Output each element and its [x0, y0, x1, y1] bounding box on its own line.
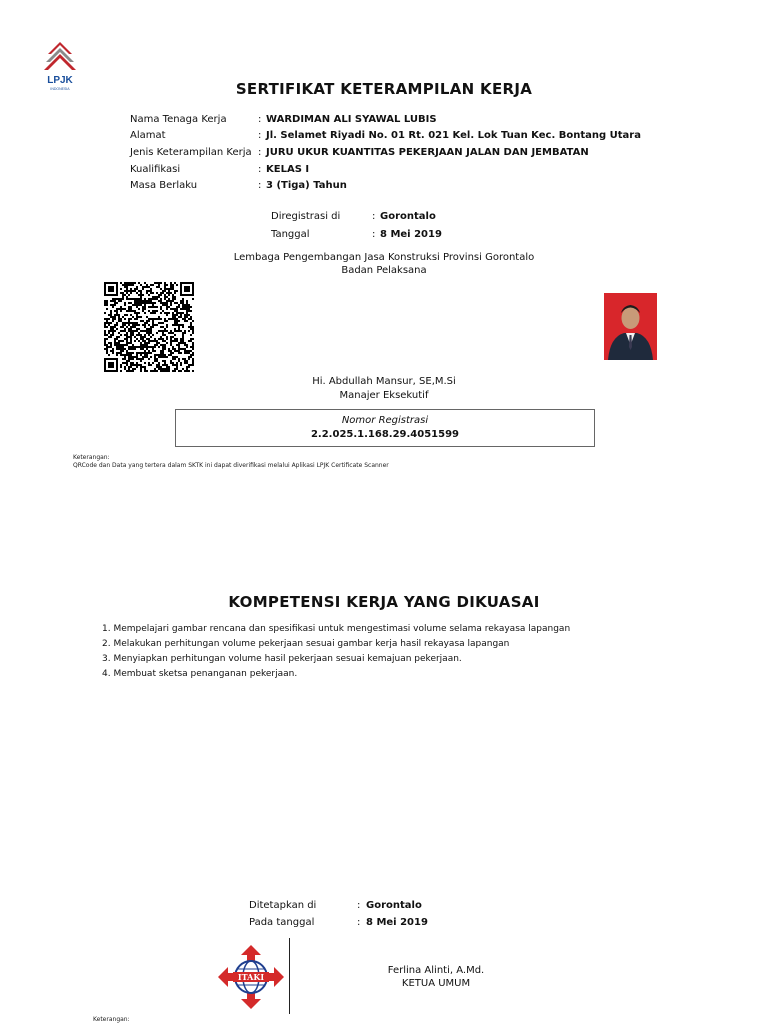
registration-number-label: Nomor Registrasi: [341, 415, 429, 426]
detail-colon: :: [357, 900, 361, 911]
detail-colon: :: [357, 917, 361, 928]
qr-code-icon: [104, 282, 194, 372]
signatory-name: Hi. Abdullah Mansur, SE,M.Si: [312, 376, 456, 387]
association-signatory-title: KETUA UMUM: [401, 978, 471, 989]
detail-value-name: WARDIMAN ALI SYAWAL LUBIS: [266, 114, 437, 125]
signatory-title: Manajer Eksekutif: [339, 390, 429, 401]
registered-date-value: 8 Mei 2019: [380, 229, 442, 240]
detail-colon: :: [372, 211, 376, 222]
institution-unit: Badan Pelaksana: [341, 265, 427, 276]
registered-at-value: Gorontalo: [380, 211, 436, 222]
competency-list: [102, 622, 702, 682]
list-item: 1. Mempelajari gambar rencana dan spesifikasi untuk mengestimasi volume selama rekayasa lapangan: [102, 624, 571, 634]
enacted-at-value: Gorontalo: [366, 900, 422, 911]
itaki-logo-icon: [216, 943, 286, 1011]
detail-value-validity: 3 (Tiga) Tahun: [266, 180, 347, 191]
detail-label: Nama Tenaga Kerja: [130, 114, 227, 125]
detail-label: Kualifikasi: [130, 164, 181, 175]
detail-value-skill: JURU UKUR KUANTITAS PEKERJAAN JALAN DAN JEMBATAN: [266, 147, 589, 158]
lpjk-logo-text: LPJK: [47, 75, 73, 86]
detail-colon: :: [372, 229, 376, 240]
enacted-at-label: Ditetapkan di: [249, 900, 317, 911]
detail-colon: :: [258, 147, 262, 158]
note-text: QRCode dan Data yang tertera dalam SKTK ini dapat diverifikasi melalui Aplikasi LPJK Certificate Scanner: [73, 462, 389, 469]
itaki-logo-text: ITAKI: [237, 972, 265, 982]
registered-at-label: Diregistrasi di: [271, 211, 341, 222]
detail-value-qualification: KELAS I: [266, 164, 310, 175]
registration-number-box: [175, 409, 595, 447]
association-signatory-name: Ferlina Alinti, A.Md.: [387, 965, 485, 976]
lpjk-logo-subtext: INDONESIA: [50, 87, 70, 91]
note-heading: Keterangan:: [73, 454, 110, 461]
detail-colon: :: [258, 114, 262, 125]
list-item: 3. Menyiapkan perhitungan volume hasil pekerjaan sesuai kemajuan pekerjaan.: [102, 654, 462, 664]
certificate-title: SERTIFIKAT KETERAMPILAN KERJA: [235, 80, 533, 98]
detail-colon: :: [258, 130, 262, 141]
institution-name: Lembaga Pengembangan Jasa Konstruksi Provinsi Gorontalo: [233, 252, 535, 263]
detail-label: Masa Berlaku: [130, 180, 198, 191]
registered-date-label: Tanggal: [271, 229, 310, 240]
enacted-date-value: 8 Mei 2019: [366, 917, 428, 928]
competency-title: KOMPETENSI KERJA YANG DIKUASAI: [228, 593, 540, 611]
detail-label: Alamat: [130, 130, 166, 141]
enacted-date-label: Pada tanggal: [249, 917, 315, 928]
detail-colon: :: [258, 180, 262, 191]
signature-divider: [289, 938, 290, 1014]
list-item: 2. Melakukan perhitungan volume pekerjaan sesuai gambar kerja hasil rekayasa lapangan: [102, 639, 510, 649]
note-heading: Keterangan:: [93, 1016, 130, 1023]
detail-colon: :: [258, 164, 262, 175]
list-item: 4. Membuat sketsa penanganan pekerjaan.: [102, 669, 298, 679]
detail-value-address: Jl. Selamet Riyadi No. 01 Rt. 021 Kel. Lok Tuan Kec. Bontang Utara: [266, 130, 641, 141]
detail-label: Jenis Keterampilan Kerja: [130, 147, 252, 158]
holder-photo: [604, 293, 657, 360]
registration-number-value: 2.2.025.1.168.29.4051599: [310, 429, 460, 440]
